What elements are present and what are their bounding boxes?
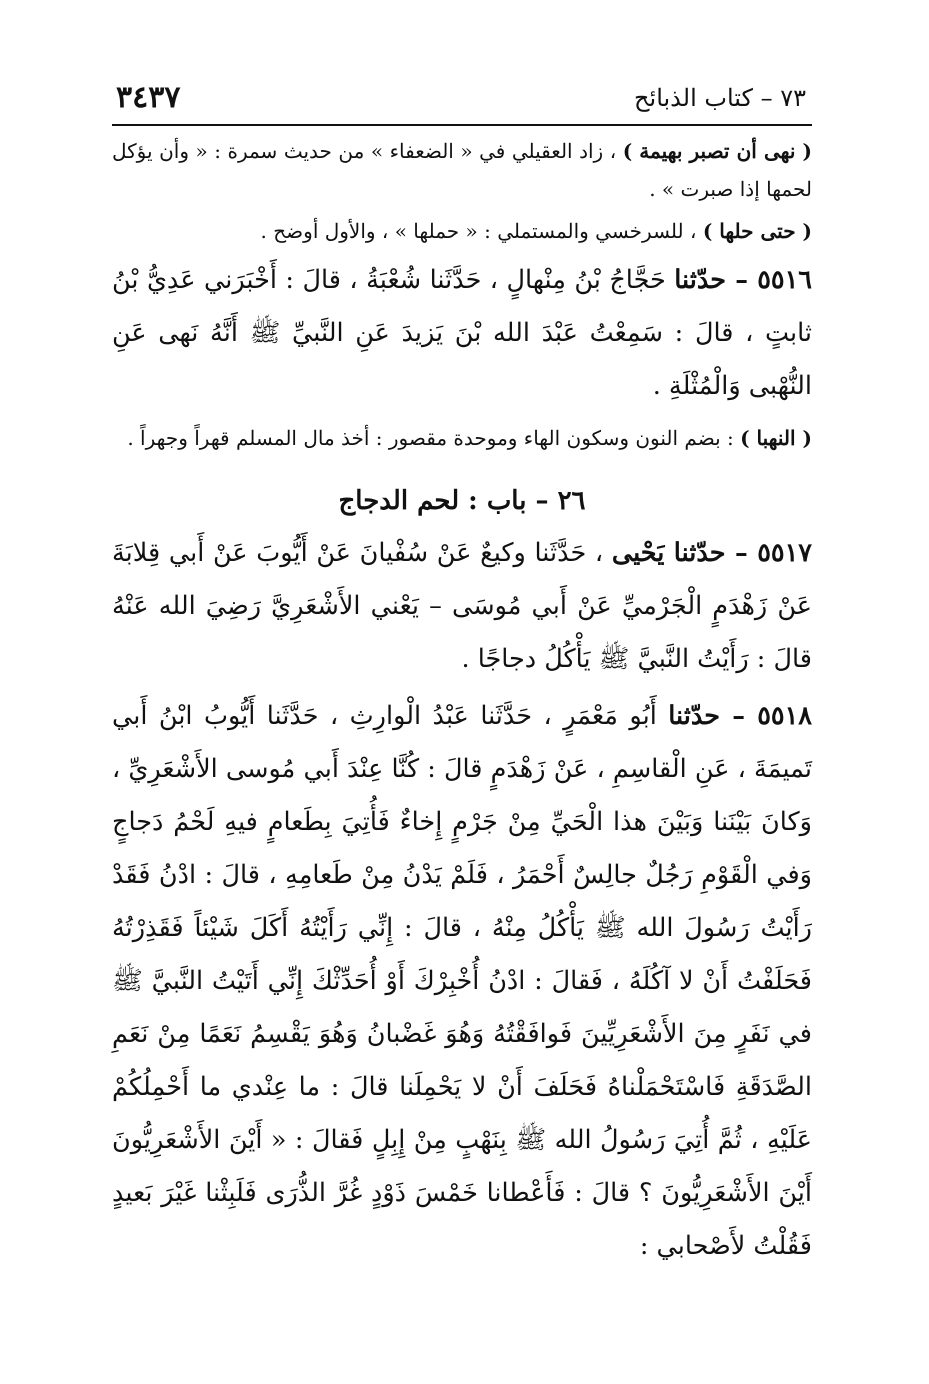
note-2 [112, 212, 812, 250]
hadith-opener: – حدّثنا [674, 265, 758, 295]
hadith-paragraph [112, 254, 812, 413]
hadith-paragraph [112, 690, 812, 1273]
note-paragraph [112, 212, 812, 250]
page [112, 80, 812, 1273]
note-bold-term: ( النهبا ) [740, 426, 812, 450]
running-title: ٧٣ – كتاب الذبائح [634, 84, 806, 112]
hadith-opener: – حدّثنا يَحْيى [611, 538, 758, 568]
hadith-text: أَبُو مَعْمَرٍ ، حَدَّثَنا عَبْدُ الْوارِثِ ، حَدَّثَنا أَيُّوبُ ابْنُ أَبي تَميمَةَ ، عَنِ الْقاسِمِ ، عَنْ زَهْدَمٍ قالَ : كُنَّا عِنْدَ أَبي مُوسى الأَشْعَرِيِّ ، وَكانَ بَيْنَنا وَبَيْنَ هذا الْحَيِّ مِنْ جَرْمٍ إِخاءٌ فَأُتِيَ بِطَعامٍ فيهِ لَحْمُ دَجاجٍ وَفي الْقَوْمِ رَجُلٌ جالِسٌ أَحْمَرُ ، فَلَمْ يَدْنُ مِنْ طَعامِهِ ، قالَ : ادْنُ فَقَدْ رَأَيْتُ رَسُولَ الله ﷺ يَأْكُلُ مِنْهُ ، قالَ : إِنِّي رَأَيْتُهُ أَكَلَ شَيْئاً فَقَذِرْتُهُ فَحَلَفْتُ أَنْ لا آكُلَهُ ، فَقالَ : ادْنُ أُخْبِرْكَ أَوْ أُحَدِّثْكَ إِنِّي أَتَيْتُ النَّبيَّ ﷺ في نَفَرٍ مِنَ الأَشْعَرِيِّينَ فَوافَقْتُهُ وَهُوَ غَضْبانُ وَهُوَ يَقْسِمُ نَعَمًا مِنْ نَعَمِ الصَّدَقَةِ فَاسْتَحْمَلْناهُ فَحَلَفَ أَنْ لا يَحْمِلَنا قالَ : ما عِنْدي ما أَحْمِلُكُمْ عَلَيْهِ ، ثُمَّ أُتِيَ رَسُولُ الله ﷺ بِنَهْبٍ مِنْ إِبِلٍ فَقالَ : « أَيْنَ الأَشْعَرِيُّونَ أَيْنَ الأَشْعَرِيُّونَ ؟ قالَ : فَأَعْطانا خَمْسَ ذَوْدٍ غُرَّ الذُّرَى فَلَبِثْنا غَيْرَ بَعيدٍ فَقُلْتُ لأَصْحابي : [112, 701, 812, 1261]
page-number: ٣٤٣٧ [116, 80, 181, 115]
hadith-paragraph [112, 527, 812, 686]
note-paragraph [112, 419, 812, 457]
hadith-number: ٥٥١٧ [757, 538, 812, 568]
hadith-5517 [112, 527, 812, 686]
note-1 [112, 132, 812, 208]
note-bold-term: ( حتى حلها ) [702, 219, 812, 243]
hadith-5518 [112, 690, 812, 1273]
note-text: : بضم النون وسكون الهاء وموحدة مقصور : أخذ مال المسلم قهراً وجهراً . [127, 426, 741, 450]
hadith-text: ، حَدَّثَنا وكيعٌ عَنْ سُفْيانَ عَنْ أَيُّوبَ عَنْ أَبي قِلابَةَ عَنْ زَهْدَمٍ الْجَرْميِّ عَنْ أَبي مُوسَى – يَعْني الأَشْعَرِيَّ رَضِيَ الله عَنْهُ قالَ : رَأَيْتُ النَّبيَّ ﷺ يَأْكُلُ دجاجًا . [112, 538, 812, 674]
note-text: ، للسرخسي والمستملي : « حملها » ، والأول أوضح . [260, 219, 703, 243]
hadith-number: ٥٥١٦ [757, 265, 812, 295]
hadith-number: ٥٥١٨ [757, 701, 812, 731]
note-text: ، زاد العقيلي في « الضعفاء » من حديث سمرة : « وأن يؤكل لحمها إذا صبرت » . [112, 139, 812, 201]
running-header [112, 80, 812, 126]
note-5516 [112, 419, 812, 457]
chapter-title: ٢٦ – باب : لحم الدجاج [338, 486, 586, 516]
hadith-5516 [112, 254, 812, 413]
hadith-text: حَجَّاجُ بْنُ مِنْهالٍ ، حَدَّثَنا شُعْبَةُ ، قالَ : أَخْبَرَني عَدِيُّ بْنُ ثابتٍ ، قالَ : سَمِعْتُ عَبْدَ الله بْنَ يَزيدَ عَنِ النَّبيِّ ﷺ أَنَّهُ نَهى عَنِ النُّهْبى وَالْمُثْلَةِ . [112, 265, 812, 401]
note-paragraph [112, 132, 812, 208]
note-bold-term: ( نهى أن تصبر بهيمة ) [622, 139, 812, 163]
hadith-opener: – حدّثنا [668, 701, 758, 731]
